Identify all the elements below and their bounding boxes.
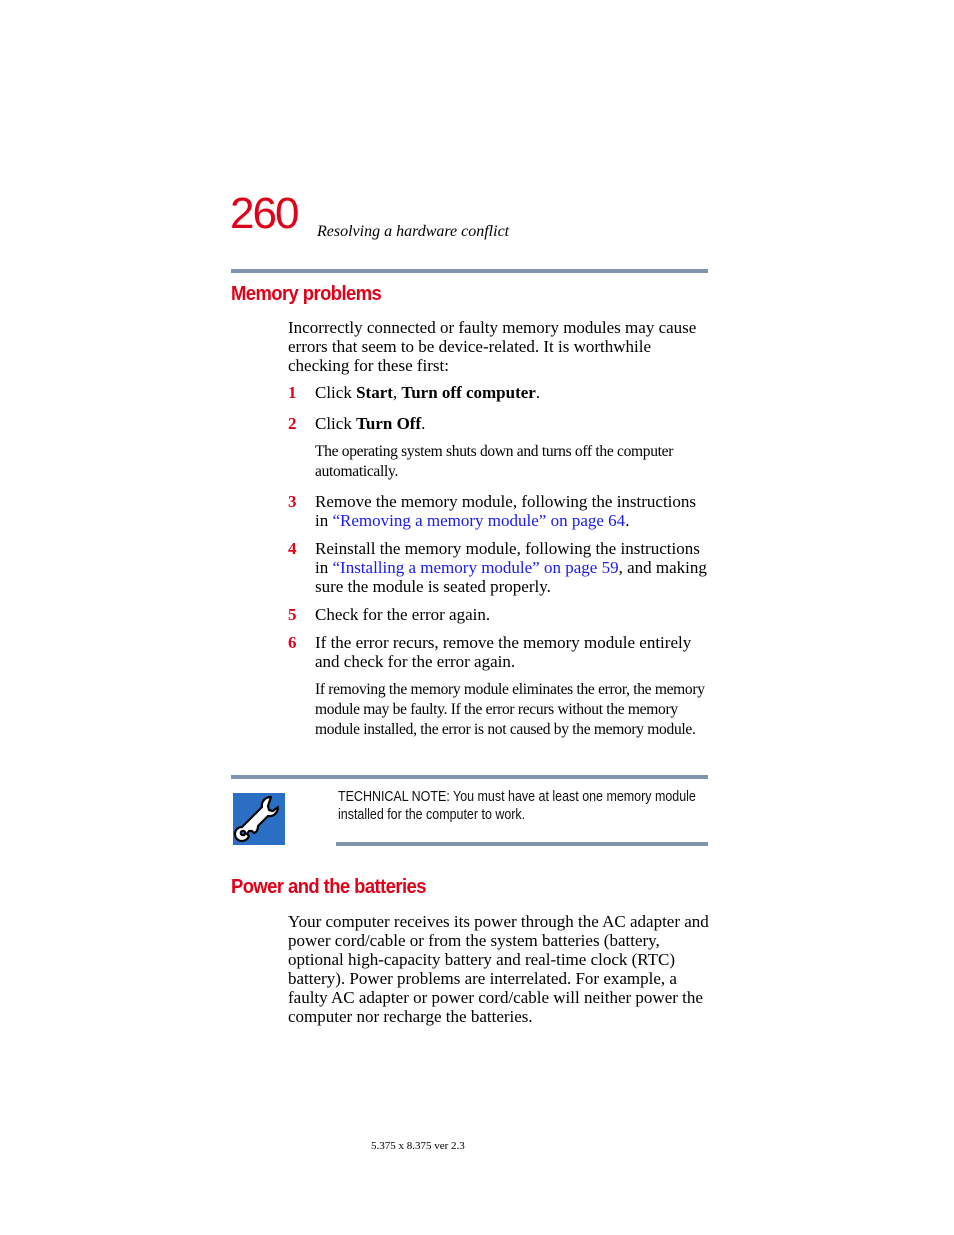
- step-text-fragment: Click: [315, 383, 357, 402]
- wrench-icon-graphic: [233, 793, 285, 845]
- technical-note-text: TECHNICAL NOTE: You must have at least one memory module installed for the computer to work.: [338, 789, 696, 823]
- section-divider: [231, 269, 708, 273]
- running-head: Resolving a hardware conflict: [317, 223, 510, 240]
- step-number: 5: [288, 605, 297, 624]
- page-number: 260: [230, 189, 298, 238]
- intro-paragraph: Incorrectly connected or faulty memory modules may cause errors that seem to be device-related. It is worthwhile checking for these first:: [288, 318, 697, 375]
- section-heading-memory: Memory problems: [231, 283, 382, 305]
- step-text: [315, 383, 707, 402]
- step-text-fragment: .: [535, 383, 541, 402]
- step-text-fragment: , and making sure the module is seated properly.: [315, 558, 707, 596]
- footer-version: 5.375 x 8.375 ver 2.3: [371, 1140, 465, 1152]
- step-number: 1: [288, 383, 297, 402]
- step-note: If removing the memory module eliminates the error, the memory module may be faulty. If the error recurs without the memory module installed, the error is not caused by the memory module.: [315, 681, 705, 738]
- step-text-fragment: Reinstall the memory module, following the instructions in: [315, 539, 700, 577]
- start-label: Start: [356, 383, 393, 402]
- wrench-icon: [233, 793, 285, 845]
- step-text-fragment: Click: [315, 414, 357, 433]
- step-text-fragment: .: [625, 511, 630, 530]
- power-paragraph: Your computer receives its power through the AC adapter and power cord/cable or from the system batteries (battery, optional high-capacity battery and real-time clock (RTC) battery). Power problems are interrelated. For example, a faulty AC adapter or power cord/cable will neither power the computer nor recharge the batteries.: [288, 912, 709, 1026]
- note-divider-bottom: [336, 842, 708, 846]
- step-text: Check for the error again.: [315, 605, 491, 624]
- step-number: 3: [288, 492, 297, 511]
- removing-memory-module-link[interactable]: “Removing a memory module” on page 64: [332, 511, 626, 530]
- step-number: 4: [288, 539, 297, 558]
- step-number: 6: [288, 633, 297, 652]
- step-text: [315, 539, 707, 596]
- step-text-fragment: Remove the memory module, following the instructions in: [315, 492, 697, 530]
- step-text-fragment: ,: [392, 383, 402, 402]
- note-divider-top: [231, 775, 708, 779]
- turn-off-computer-label: Turn off computer: [401, 383, 536, 402]
- step-note: The operating system shuts down and turns off the computer automatically.: [315, 443, 674, 480]
- step-number: 2: [288, 414, 297, 433]
- section-heading-power: Power and the batteries: [231, 876, 426, 898]
- step-text-fragment: .: [421, 414, 426, 433]
- installing-memory-module-link[interactable]: “Installing a memory module” on page 59: [332, 558, 619, 577]
- step-text: If the error recurs, remove the memory module entirely and check for the error again.: [315, 633, 692, 671]
- turn-off-label: Turn Off: [356, 414, 422, 433]
- step-text: [315, 492, 707, 530]
- step-text: [315, 414, 707, 433]
